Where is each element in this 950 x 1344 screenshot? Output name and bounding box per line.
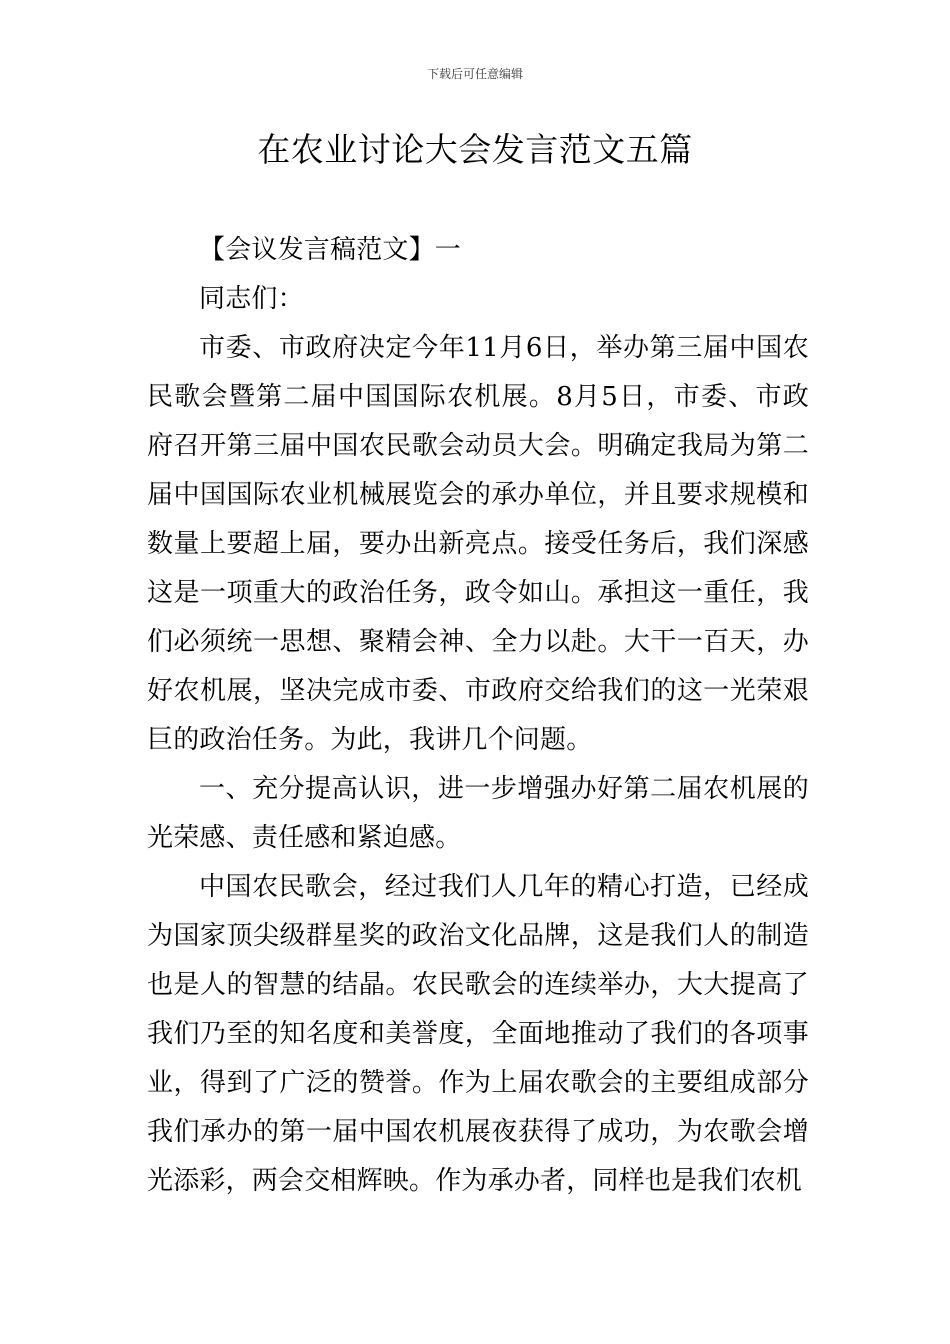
paragraph: 市委、市政府决定今年11月6日，举办第三届中国农民歌会暨第二届中国国际农机展。8月5日，市委、市政府召开第三届中国农民歌会动员大会。明确定我局为第二届中国国际农业机械展览会的承办单位，并且要求规模和数量上要超上届，要办出新亮点。接受任务后，我们深感这是一项重大的政治任务，政令如山。承担这一重任，我们必须统一思想、聚精会神、全力以赴。大干一百天，办好农机展，坚决完成市委、市政府交给我们的这一光荣艰巨的政治任务。为此，我讲几个问题。 <box>147 333 809 755</box>
header-note: 下载后可任意编辑 <box>426 67 523 81</box>
salutation: 同志们： <box>199 284 304 314</box>
document-body <box>147 226 809 1206</box>
document-title: 在农业讨论大会发言范文五篇 <box>257 130 693 169</box>
section-heading: 【会议发言稿范文】一 <box>199 235 462 265</box>
paragraph: 中国农民歌会，经过我们人几年的精心打造，已经成为国家顶尖级群星奖的政治文化品牌，这是我们人的制造也是人的智慧的结晶。农民歌会的连续举办，大大提高了我们乃至的知名度和美誉度，全面地推动了我们的各项事业，得到了广泛的赞誉。作为上届农歌会的主要组成部分我们承办的第一届中国农机展夜获得了成功，为农歌会增光添彩，两会交相辉映。作为承办者，同样也是我们农机 <box>147 872 809 1196</box>
paragraph: 一、充分提高认识，进一步增强办好第二届农机展的光荣感、责任感和紧迫感。 <box>147 774 809 853</box>
